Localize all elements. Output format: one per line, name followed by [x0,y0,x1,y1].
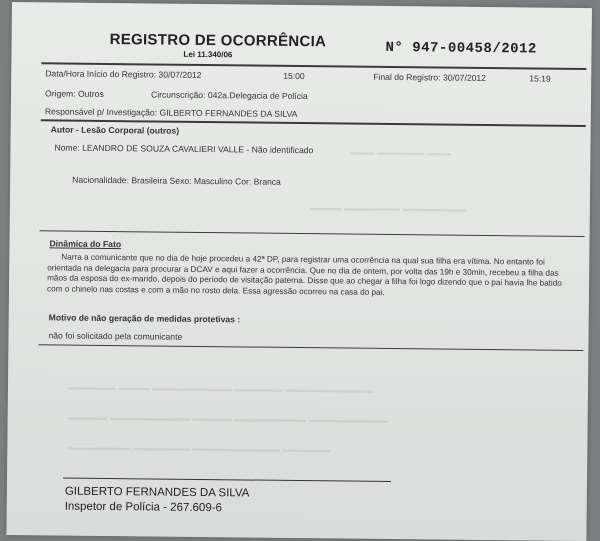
signature-line [63,478,391,482]
circunscricao: Circunscrição: 042a.Delegacia de Polícia [150,89,308,102]
dinamica-text: Narra a comunicante que no dia de hoje procedeu a 42ª DP, para registrar uma ocorrência na qual sua filha era vítima. No entanto foi orientada na delegacia para procurar a DCAV e aqui fazer a ocorrência. Que no dia de ontem, por volta das 19h e 30min, recebeu a filha das mãos da esposa do ex-marido, depois do período de visitação paterna. Disse que ao chegar a filha foi logo dizendo que o pai havia lhe batido com o chinelo nas costas e com a mão no rosto dela. Essa agressão ocorreu na casa do pai. [46,252,562,297]
show-through: ▬▬▬▬▬▬ ▬▬▬▬ ▬▬▬▬▬▬▬▬▬▬ ▬▬▬▬▬▬ ▬▬▬▬▬▬▬▬▬▬▬ [67,382,373,395]
dinamica-heading: Dinâmica do Fato [49,238,122,250]
medidas-heading: Motivo de não geração de medidas protetivas : [48,312,241,325]
origem: Origem: Outros [44,88,104,99]
start-time: 15:00 [283,70,305,82]
autor-nacionalidade: Nacionalidade: Brasileira Sexo: Masculino Cor: Branca [72,174,281,187]
document-page [6,2,592,541]
show-through: ▬▬▬▬▬▬▬▬ ▬▬▬▬▬▬▬ ▬▬▬▬▬▬▬▬▬▬▬ ▬▬▬▬▬▬ [67,442,331,455]
show-through: ▬▬▬▬ ▬▬▬▬▬▬▬ ▬▬▬▬▬▬▬▬ [309,203,467,214]
show-through: ▬▬▬ ▬▬▬▬▬▬ ▬▬▬ [350,147,451,158]
signatory-name: GILBERTO FERNANDES DA SILVA [64,485,250,500]
occurrence-number: N° 947-00458/2012 [385,39,537,58]
responsavel: Responsável p/ Investigação: GILBERTO FERNANDES DA SILVA [44,106,298,119]
show-through: ▬▬▬▬▬ ▬▬▬▬▬▬▬▬▬▬ ▬▬▬▬▬ ▬▬▬▬▬▬▬▬▬ ▬▬▬▬▬▬▬▬▬▬ [67,412,389,425]
end-time: 15:19 [529,73,551,84]
medidas-value: não foi solicitado pela comunicante [48,330,183,342]
signatory-role: Inspetor de Polícia - 267.609-6 [64,500,223,515]
start-datetime: Data/Hora Início do Registro: 30/07/2012 [45,68,202,80]
autor-nome: Nome: LEANDRO DE SOUZA CAVALIERI VALLE - Não identificado [54,142,314,156]
law-reference: Lei 11.340/06 [183,49,233,60]
document-title: REGISTRO DE OCORRÊNCIA [109,31,327,51]
section-rule [38,344,583,351]
autor-heading: Autor - Lesão Corporal (outros) [50,124,180,136]
section-rule [40,230,585,237]
end-datetime: Final do Registro: 30/07/2012 [373,71,487,83]
